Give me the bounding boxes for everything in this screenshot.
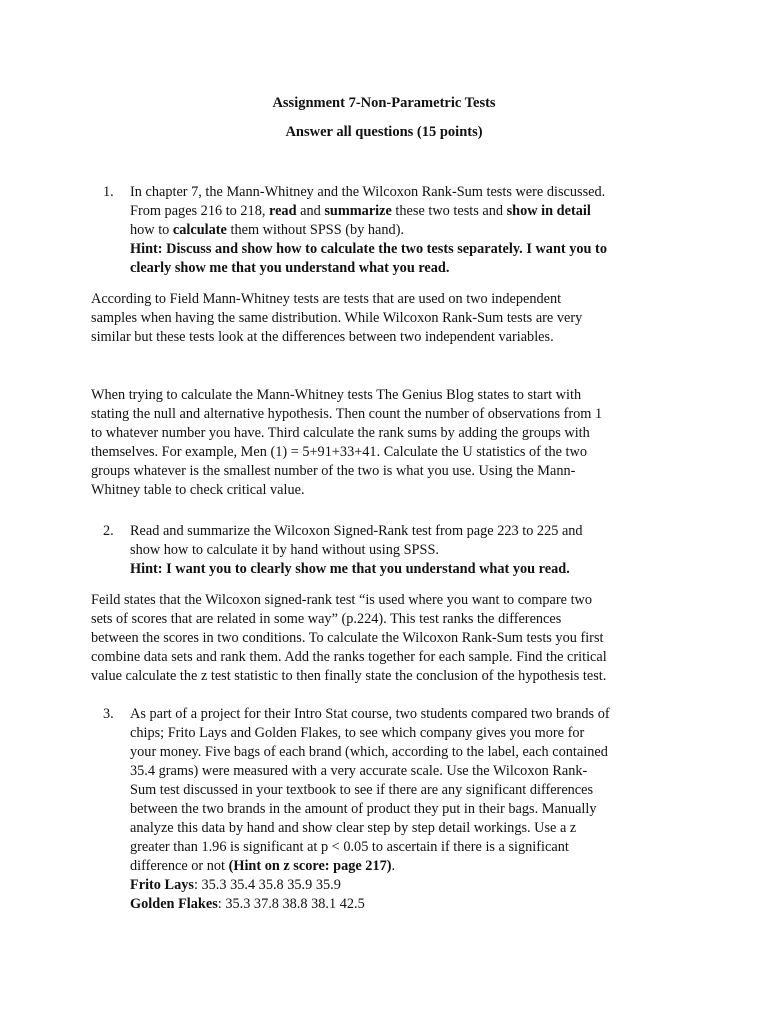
document-title: Assignment 7-Non-Parametric Tests: [272, 95, 496, 111]
frito-lays-data: [130, 876, 683, 895]
text-line: Whitney table to check critical value.: [91, 482, 305, 498]
question-3-line: analyze this data by hand and show clear step by step detail workings. Use a z: [130, 820, 577, 836]
text-line: samples when having the same distribution. While Wilcoxon Rank-Sum tests are very: [91, 310, 583, 326]
question-3: [103, 705, 683, 914]
question-3-line: your money. Five bags of each brand (which, according to the label, each contained: [130, 744, 608, 760]
answer-1-calculation-paragraph: [91, 386, 691, 500]
text-line: similar but these tests look at the differences between two independent variables.: [91, 329, 554, 345]
golden-flakes-data: [130, 895, 683, 914]
text-line: Feild states that the Wilcoxon signed-rank test “is used where you want to compare two: [91, 592, 593, 608]
question-3-line: chips; Frito Lays and Golden Flakes, to see which company gives you more for: [130, 725, 585, 741]
frito-lays-values: : 35.3 35.4 35.8 35.9 35.9: [193, 877, 341, 893]
question-1-line: From pages 216 to 218, read and summarize these two tests and show in detail: [130, 203, 591, 219]
question-3-line: Sum test discussed in your textbook to see if there are any significant differences: [130, 782, 594, 798]
document-subtitle: Answer all questions (15 points): [285, 124, 483, 140]
question-2-line: show how to calculate it by hand without using SPSS.: [130, 542, 439, 558]
question-1-hint: Hint: Discuss and show how to calculate the two tests separately. I want you to: [130, 241, 607, 257]
question-1: [103, 183, 683, 278]
question-3-body: [130, 705, 683, 914]
text-line: sets of scores that are related in some way” (p.224). This test ranks the differences: [91, 611, 562, 627]
question-3-number: 3.: [103, 706, 114, 722]
golden-flakes-values: : 35.3 37.8 38.8 38.1 42.5: [217, 896, 365, 912]
question-3-line: difference or not (Hint on z score: page 217).: [130, 858, 396, 874]
question-3-line: As part of a project for their Intro Stat course, two students compared two brands of: [130, 706, 610, 722]
answer-1-paragraph: [91, 290, 691, 347]
question-1-line: how to calculate them without SPSS (by hand).: [130, 222, 405, 238]
question-1-line: In chapter 7, the Mann-Whitney and the Wilcoxon Rank-Sum tests were discussed.: [130, 184, 606, 200]
frito-lays-label: Frito Lays: [130, 877, 194, 893]
answer-2-paragraph: [91, 591, 691, 686]
question-1-number: 1.: [103, 184, 114, 200]
text-line: themselves. For example, Men (1) = 5+91+33+41. Calculate the U statistics of the two: [91, 444, 588, 460]
question-2-body: [130, 522, 683, 579]
question-2: [103, 522, 683, 579]
text-line: stating the null and alternative hypothesis. Then count the number of observations from 1: [91, 406, 603, 422]
question-3-line: greater than 1.96 is significant at p < 0.05 to ascertain if there is a significant: [130, 839, 569, 855]
question-3-line: 35.4 grams) were measured with a very accurate scale. Use the Wilcoxon Rank-: [130, 763, 588, 779]
text-line: According to Field Mann-Whitney tests are tests that are used on two independent: [91, 291, 562, 307]
text-line: groups whatever is the smallest number of the two is what you use. Using the Mann-: [91, 463, 576, 479]
text-line: value calculate the z test statistic to then finally state the conclusion of the hypothesis test.: [91, 668, 607, 684]
text-line: between the scores in two conditions. To calculate the Wilcoxon Rank-Sum tests you first: [91, 630, 604, 646]
question-1-hint: clearly show me that you understand what you read.: [130, 260, 450, 276]
golden-flakes-label: Golden Flakes: [130, 896, 218, 912]
question-3-line: between the two brands in the amount of product they put in their bags. Manually: [130, 801, 597, 817]
question-2-hint: Hint: I want you to clearly show me that you understand what you read.: [130, 561, 570, 577]
text-line: When trying to calculate the Mann-Whitney tests The Genius Blog states to start with: [91, 387, 582, 403]
text-line: combine data sets and rank them. Add the ranks together for each sample. Find the critical: [91, 649, 607, 665]
question-2-number: 2.: [103, 523, 114, 539]
text-line: to whatever number you have. Third calculate the rank sums by adding the groups with: [91, 425, 590, 441]
question-1-body: [130, 183, 683, 278]
question-2-line: Read and summarize the Wilcoxon Signed-Rank test from page 223 to 225 and: [130, 523, 583, 539]
